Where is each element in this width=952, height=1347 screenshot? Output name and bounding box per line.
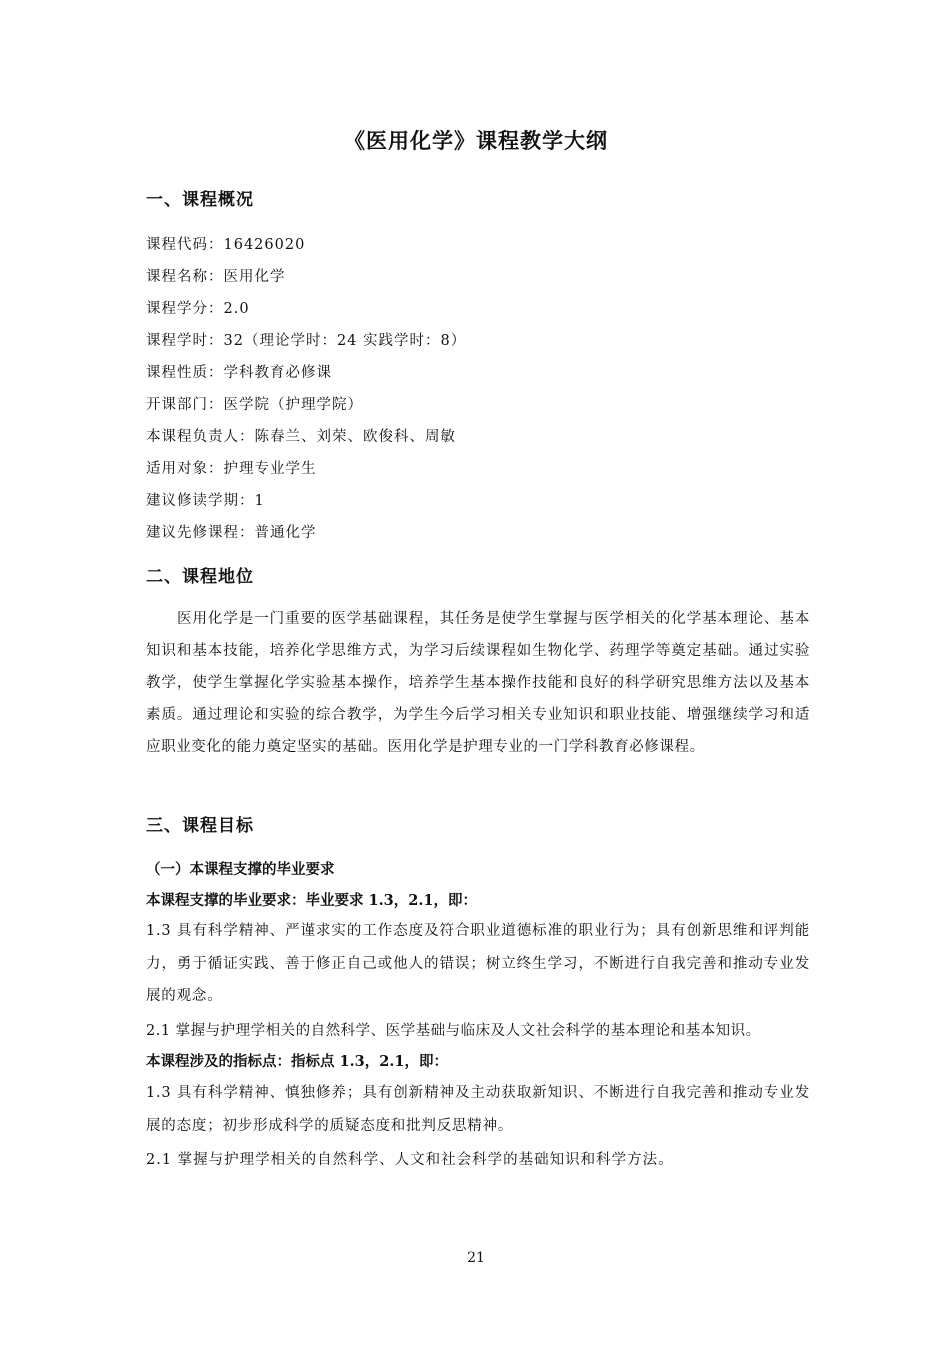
graduation-requirements-heading: 本课程支撑的毕业要求：毕业要求 1.3，2.1，即： bbox=[146, 892, 477, 909]
requirement-1-3: 1.3 具有科学精神、严谨求实的工作态度及符合职业道德标准的职业行为；具有创新思维和评判能力，勇于循证实践、善于修正自己或他人的错误；树立终生学习，不断进行自我完善和推动专业发展的观念。 bbox=[146, 923, 810, 1004]
requirement-2-1: 2.1 掌握与护理学相关的自然科学、医学基础与临床及人文社会科学的基本理论和基本知识。 bbox=[146, 1023, 761, 1039]
indicator-2-1: 2.1 掌握与护理学相关的自然科学、人文和社会科学的基础知识和科学方法。 bbox=[146, 1152, 674, 1168]
indicator-1-3: 1.3 具有科学精神、慎独修养；具有创新精神及主动获取新知识、不断进行自我完善和推动专业发展的态度；初步形成科学的质疑态度和批判反思精神。 bbox=[146, 1085, 810, 1134]
section-2-heading: 二、课程地位 bbox=[146, 567, 254, 587]
indicator-points-heading: 本课程涉及的指标点：指标点 1.3，2.1，即： bbox=[146, 1053, 448, 1070]
section-3-heading: 三、课程目标 bbox=[146, 816, 254, 836]
subsection-heading: （一）本课程支撑的毕业要求 bbox=[146, 861, 335, 878]
course-hours: 课程学时：32（理论学时：24 实践学时：8） bbox=[146, 333, 467, 349]
section-1-heading: 一、课程概况 bbox=[146, 190, 254, 210]
course-position-paragraph: 医用化学是一门重要的医学基础课程，其任务是使学生掌握与医学相关的化学基本理论、基本知识和基本技能，培养化学思维方式，为学习后续课程如生物化学、药理学等奠定基础。通过实验教学，使学生掌握化学实验基本操作，培养学生基本操作技能和良好的科学研究思维方法以及基本素质。通过理论和实验的综合教学，为学生今后学习相关专业知识和职业技能、增强继续学习和适应职业变化的能力奠定坚实的基础。医用化学是护理专业的一门学科教育必修课程。 bbox=[146, 611, 810, 755]
suggested-semester: 建议修读学期：1 bbox=[146, 493, 265, 509]
document-title: 《医用化学》课程教学大纲 bbox=[344, 128, 608, 153]
target-students: 适用对象：护理专业学生 bbox=[146, 461, 317, 477]
course-department: 开课部门：医学院（护理学院） bbox=[146, 397, 363, 413]
course-nature: 课程性质：学科教育必修课 bbox=[146, 365, 332, 381]
course-leaders: 本课程负责人：陈春兰、刘荣、欧俊科、周敏 bbox=[146, 429, 456, 445]
course-credits: 课程学分：2.0 bbox=[146, 301, 250, 317]
course-name: 课程名称：医用化学 bbox=[146, 269, 286, 285]
page-number: 21 bbox=[467, 1250, 485, 1266]
course-code: 课程代码：16426020 bbox=[146, 237, 306, 253]
prerequisite-courses: 建议先修课程：普通化学 bbox=[146, 525, 317, 541]
